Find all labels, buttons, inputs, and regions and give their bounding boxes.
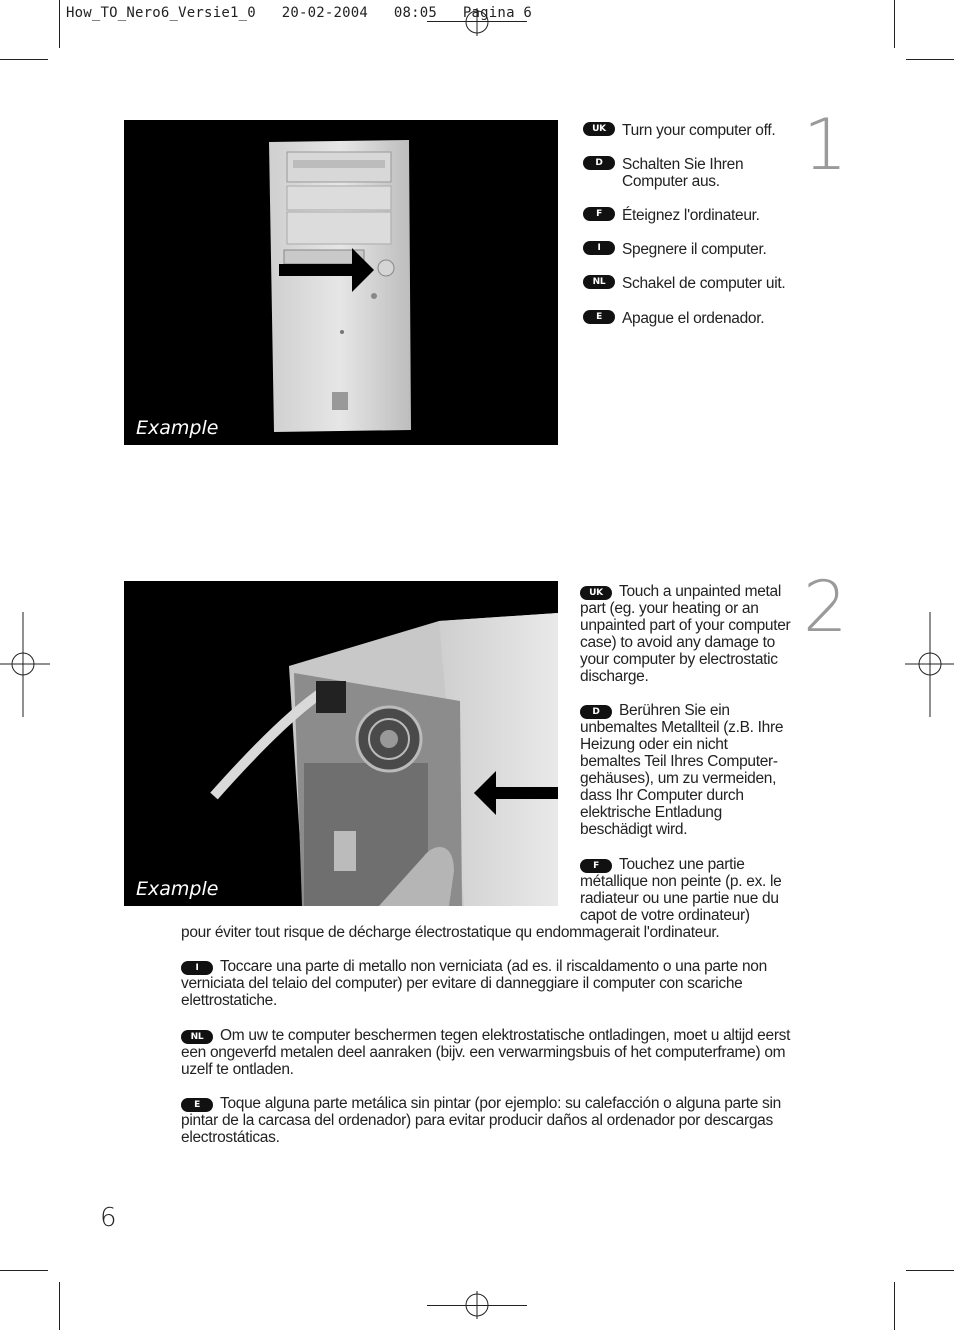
page-number: 6 — [100, 1203, 117, 1233]
step1-photo — [124, 120, 558, 445]
print-slug: How_TO_Nero6_Versie1_0 20-02-2004 08:05 Pagina 6 — [66, 5, 532, 21]
instruction-text-continued: pour éviter tout risque de décharge électrostatique qu endommagerait l'ordinateur. — [181, 924, 720, 941]
language-badge-i: I — [583, 241, 615, 255]
language-badge-e: E — [583, 310, 615, 324]
language-badge-f: F — [583, 207, 615, 221]
instruction-text: Toque alguna parte metálica sin pintar (por ejemplo: su calefacción o alguna parte sin pintar de la carcasa del ordenador) para evitar producir daños al ordenador por descargas electrostáticas. — [181, 1095, 781, 1146]
list-item — [583, 122, 798, 139]
registration-mark-icon — [463, 8, 491, 36]
photo-caption: Example — [136, 878, 219, 900]
photo-caption: Example — [136, 417, 219, 439]
computer-tower-front-image — [124, 120, 558, 445]
list-item — [181, 1027, 795, 1078]
language-badge-f: F — [580, 859, 612, 873]
list-item — [580, 583, 792, 685]
language-badge-d: D — [583, 156, 615, 170]
list-item — [583, 310, 798, 327]
language-badge-e: E — [181, 1098, 213, 1112]
instruction-text: Schalten Sie Ihren Computer aus. — [622, 156, 744, 190]
instruction-text: Om uw te computer beschermen tegen elektrostatische ontladingen, moet u altijd eerst een ongeverfd metalen deel aanraken (bijv. een verwarmingsbuis of het computerframe) om uzelf te ontladen. — [181, 1027, 791, 1078]
registration-mark-icon — [0, 612, 50, 717]
instruction-text: Touch a unpainted metal part (eg. your heating or an unpainted part of your computer case) to avoid any damage to your computer by electrostatic discharge. — [580, 583, 791, 685]
instruction-text: Spegnere il computer. — [622, 241, 767, 258]
step-number: 1 — [803, 104, 848, 186]
step2-photo — [124, 581, 558, 906]
instruction-text: Turn your computer off. — [622, 122, 776, 139]
language-badge-i: I — [181, 961, 213, 975]
registration-mark-icon — [463, 1291, 491, 1319]
language-badge-d: D — [580, 705, 612, 719]
list-item — [181, 958, 795, 1009]
instruction-text: Schakel de computer uit. — [622, 275, 786, 292]
instruction-text: Toccare una parte di metallo non verniciata (ad es. il riscaldamento o una parte non verniciata del telaio del computer) per evitare di danneggiare il computer con scariche elettrostatiche. — [181, 958, 767, 1009]
language-badge-nl: NL — [181, 1030, 213, 1044]
instruction-text: Berühren Sie ein unbemaltes Metallteil (z.B. Ihre Heizung oder ein nicht bemaltes Teil Ihres Computer-gehäuses), um zu vermeiden, dass Ihr Computer durch elektrische Entladung beschädigt wird. — [580, 702, 784, 838]
registration-mark-icon — [905, 612, 954, 717]
list-item — [583, 156, 793, 190]
instruction-text: Apague el ordenador. — [622, 310, 765, 327]
list-item — [583, 275, 798, 292]
list-item — [580, 856, 792, 924]
language-badge-uk: UK — [580, 586, 612, 600]
instruction-text: Éteignez l'ordinateur. — [622, 207, 760, 224]
list-item — [181, 1095, 795, 1146]
instruction-text: Touchez une partie métallique non peinte (p. ex. le radiateur ou une partie nue du capot de votre ordinateur) — [580, 856, 782, 924]
computer-tower-back-image — [124, 581, 558, 906]
step-number: 2 — [803, 566, 848, 648]
language-badge-nl: NL — [583, 275, 615, 289]
list-item — [580, 702, 792, 838]
list-item — [583, 241, 798, 258]
language-badge-uk: UK — [583, 122, 615, 136]
list-item — [583, 207, 798, 224]
